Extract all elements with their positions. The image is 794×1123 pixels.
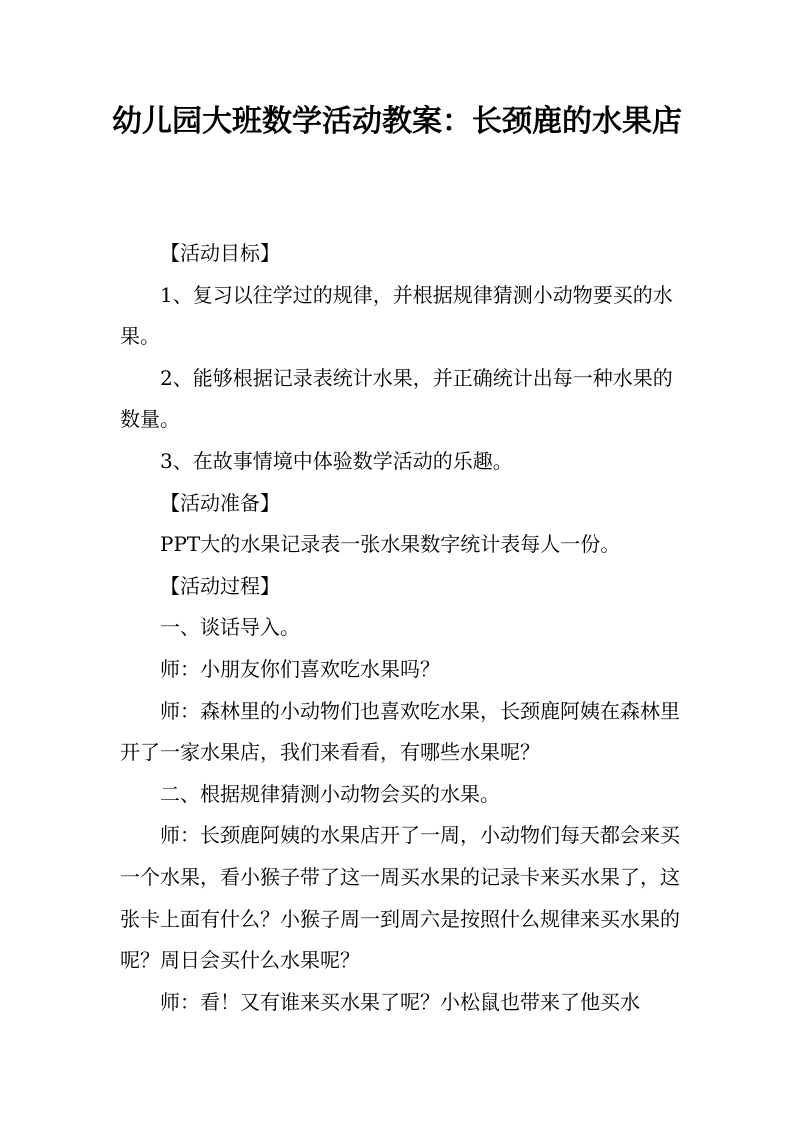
paragraph: 师：森林里的小动物们也喜欢吃水果，长颈鹿阿姨在森林里开了一家水果店，我们来看看，有哪些水果呢？ — [120, 698, 680, 765]
paragraph: PPT大的水果记录表一张水果数字统计表每人一份。 — [160, 532, 621, 557]
paragraph: 师：长颈鹿阿姨的水果店开了一周，小动物们每天都会来买一个水果，看小猴子带了这一周买水果的记录卡来买水果了，这张卡上面有什么？小猴子周一到周六是按照什么规律来买水果的呢？周日会买什么水果呢？ — [120, 823, 680, 973]
section-heading-process: 【活动过程】 — [160, 573, 280, 598]
paragraph: 2、能够根据记录表统计水果，并正确统计出每一种水果的数量。 — [120, 365, 673, 432]
paragraph: 3、在故事情境中体验数学活动的乐趣。 — [160, 448, 513, 473]
section-heading-preparation: 【活动准备】 — [160, 490, 280, 515]
paragraph: 师：看！又有谁来买水果了呢？小松鼠也带来了他买水 — [160, 989, 640, 1014]
paragraph: 师：小朋友你们喜欢吃水果吗？ — [160, 656, 440, 681]
paragraph: 1、复习以往学过的规律，并根据规律猜测小动物要买的水果。 — [120, 282, 673, 349]
paragraph: 二、根据规律猜测小动物会买的水果。 — [160, 781, 500, 806]
document-body — [120, 233, 680, 1023]
document-title: 幼儿园大班数学活动教案：长颈鹿的水果店 — [112, 104, 682, 139]
section-heading-objectives: 【活动目标】 — [160, 241, 280, 265]
paragraph: 一、谈话导入。 — [160, 615, 300, 640]
